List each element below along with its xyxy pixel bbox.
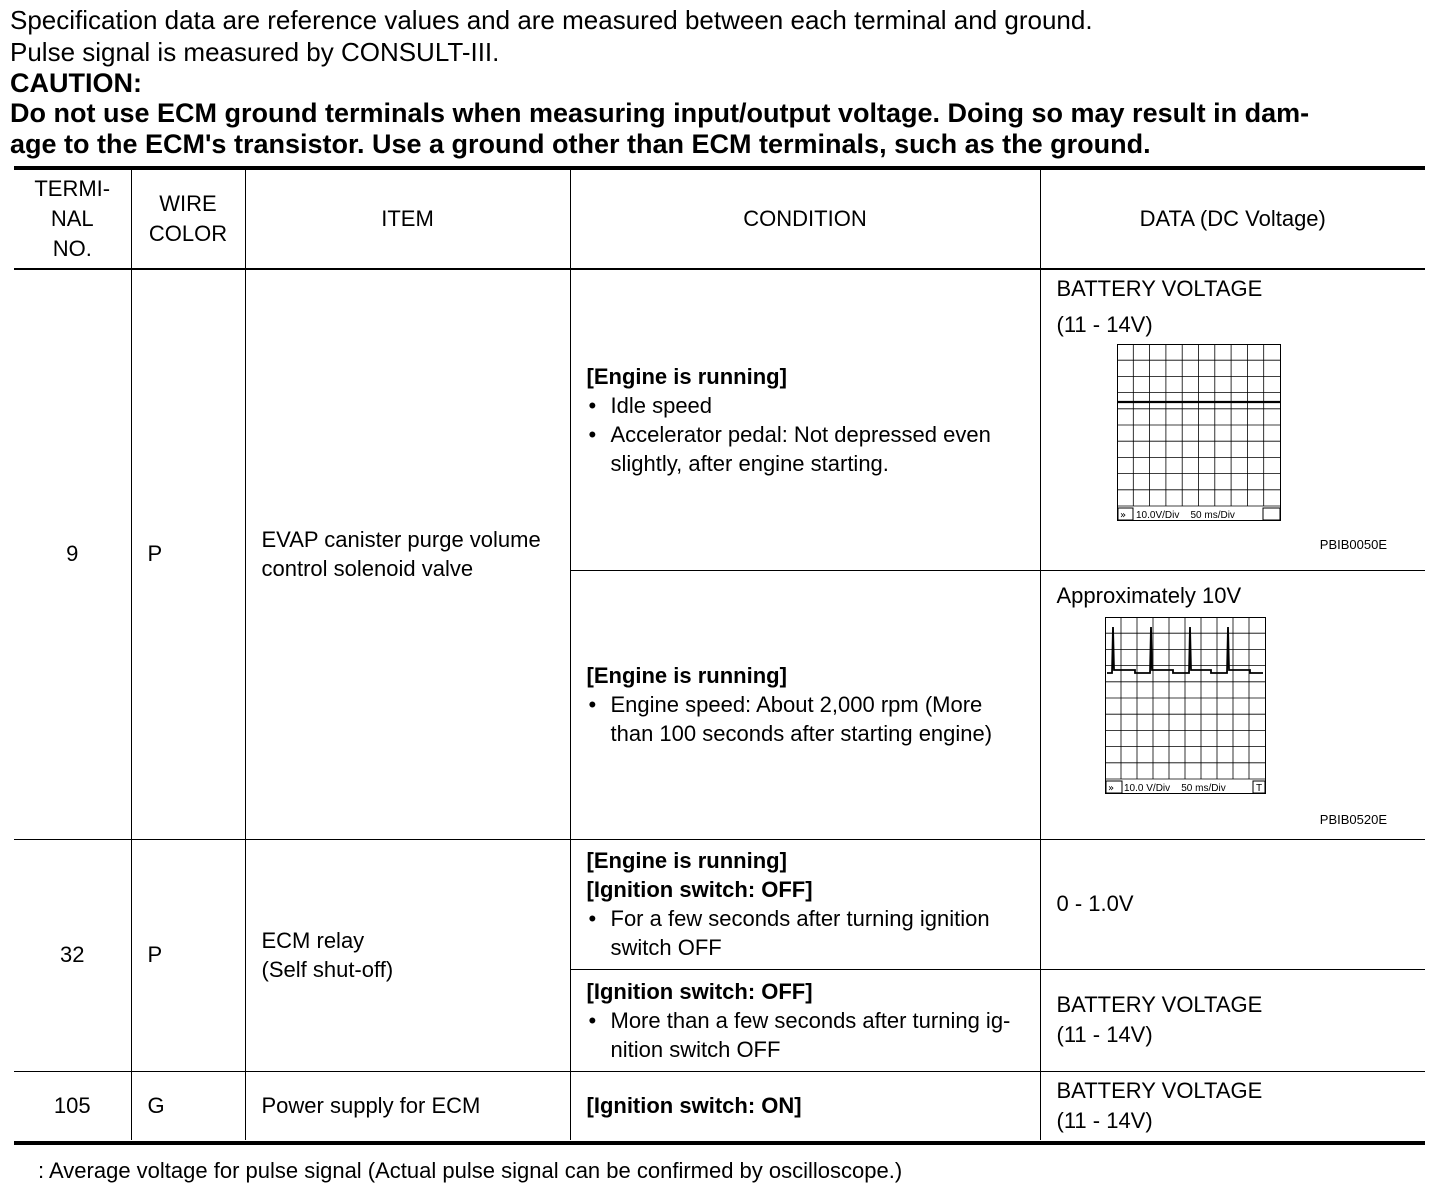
bullet-text-line-2: nition switch OFF [610,1036,781,1062]
condition-bullet [587,391,1034,420]
table-row [14,269,1425,570]
header-terminal-line-1: TERMI- [34,176,111,201]
header-wire-line-2: COLOR [148,221,228,246]
data-cell [1040,570,1425,839]
terminal-no-cell: 9 [14,269,131,839]
header-item: ITEM [245,170,570,269]
scope-trigger-glyph: T [1255,782,1262,794]
condition-heading: [Engine is running] [586,363,787,389]
terminal-spec-table [14,170,1425,1140]
header-condition: CONDITION [570,170,1040,269]
terminal-no-cell: 32 [14,839,131,1071]
intro-text [10,4,1440,160]
data-line-2: (11 - 14V) [1056,1022,1153,1047]
figure-code: PBIB0050E [1319,537,1387,552]
bullet-text-line-2: slightly, after engine starting. [610,450,889,476]
scope-run-glyph: » [1107,782,1114,794]
table-row [14,1071,1425,1140]
condition-heading: [Engine is running] [586,663,787,688]
condition-bullet [587,904,1034,962]
item-line-1: ECM relay [261,928,365,953]
data-cell [1040,969,1425,1071]
header-wire-line-1: WIRE [159,191,217,216]
item-line-2: (Self shut-off) [261,957,394,982]
table-bottom-rule [14,1141,1425,1145]
wire-color-cell: G [131,1071,245,1140]
condition-bullet [587,690,1034,748]
pulse-note: Pulse signal is measured by CONSULT-III. [10,37,500,67]
data-line-1: BATTERY VOLTAGE [1056,992,1263,1017]
table-header-row [14,170,1425,269]
scope-scale-label: 10.0V/Div 50 ms/Div [1135,510,1235,521]
item-cell [245,839,570,1071]
header-terminal-no [14,170,131,269]
oscilloscope-figure [1057,340,1426,568]
bullet-text-line-2: switch OFF [610,935,722,960]
scope-run-glyph: » [1119,510,1126,521]
oscilloscope-figure [1057,611,1426,831]
caution-text-line-2: age to the ECM's transistor. Use a ground other than ECM terminals, such as the ground. [10,129,1151,159]
spec-note: Specification data are reference values and are measured between each terminal and ground. [10,5,1093,35]
wire-color-cell: P [131,269,245,839]
data-line-2: (11 - 14V) [1056,312,1153,337]
condition-heading: [Ignition switch: ON] [586,1093,802,1119]
condition-cell [570,269,1040,570]
bullet-text-line-2: than 100 seconds after starting engine) [610,721,993,746]
condition-heading: [Ignition switch: OFF] [586,877,813,902]
data-cell: 0 - 1.0V [1040,839,1425,969]
oscilloscope-waveform-flat [1117,344,1317,534]
condition-cell [570,969,1040,1071]
data-line-1: Approximately 10V [1056,582,1242,608]
condition-bullet [587,420,1034,478]
data-line-1: BATTERY VOLTAGE [1056,276,1263,301]
terminal-no-cell: 105 [14,1071,131,1140]
bullet-text-line-1: • More than a few seconds after turning ig- [610,1007,1011,1033]
condition-cell [570,570,1040,839]
condition-cell [570,839,1040,969]
table-row [14,839,1425,969]
header-terminal-line-3: NO. [52,236,92,261]
item-line-2: control solenoid valve [261,556,474,582]
caution-text-line-1: Do not use ECM ground terminals when measuring input/output voltage. Doing so may result in dam- [10,98,1310,128]
bullet-text-line-1: • For a few seconds after turning ignition [610,906,990,931]
caution-label: CAUTION: [10,68,142,98]
bullet-text-line-1: • Engine speed: About 2,000 rpm (More [610,692,983,717]
scope-scale-label: 10.0 V/Div 50 ms/Div [1123,782,1226,794]
condition-heading: [Ignition switch: OFF] [586,978,813,1004]
wire-color-cell: P [131,839,245,1071]
condition-bullet [587,1006,1034,1064]
header-data: DATA (DC Voltage) [1040,170,1425,269]
header-terminal-line-2: NAL [50,206,94,231]
item-cell: Power supply for ECM [245,1071,570,1140]
data-cell [1040,269,1425,570]
header-wire-color [131,170,245,269]
footnote: : Average voltage for pulse signal (Actual pulse signal can be confirmed by oscilloscope.) [38,1158,903,1183]
figure-code: PBIB0520E [1319,811,1387,827]
data-cell [1040,1071,1425,1140]
data-line-1: BATTERY VOLTAGE [1056,1077,1263,1103]
bullet-text: Idle speed [610,392,713,418]
condition-cell [570,1071,1040,1140]
data-line-2: (11 - 14V) [1056,1107,1153,1133]
condition-heading: [Engine is running] [586,848,787,873]
bullet-text-line-1: • Accelerator pedal: Not depressed even [610,421,991,447]
item-line-1: EVAP canister purge volume [261,527,541,553]
oscilloscope-waveform-pulse [1105,617,1305,807]
item-cell [245,269,570,839]
